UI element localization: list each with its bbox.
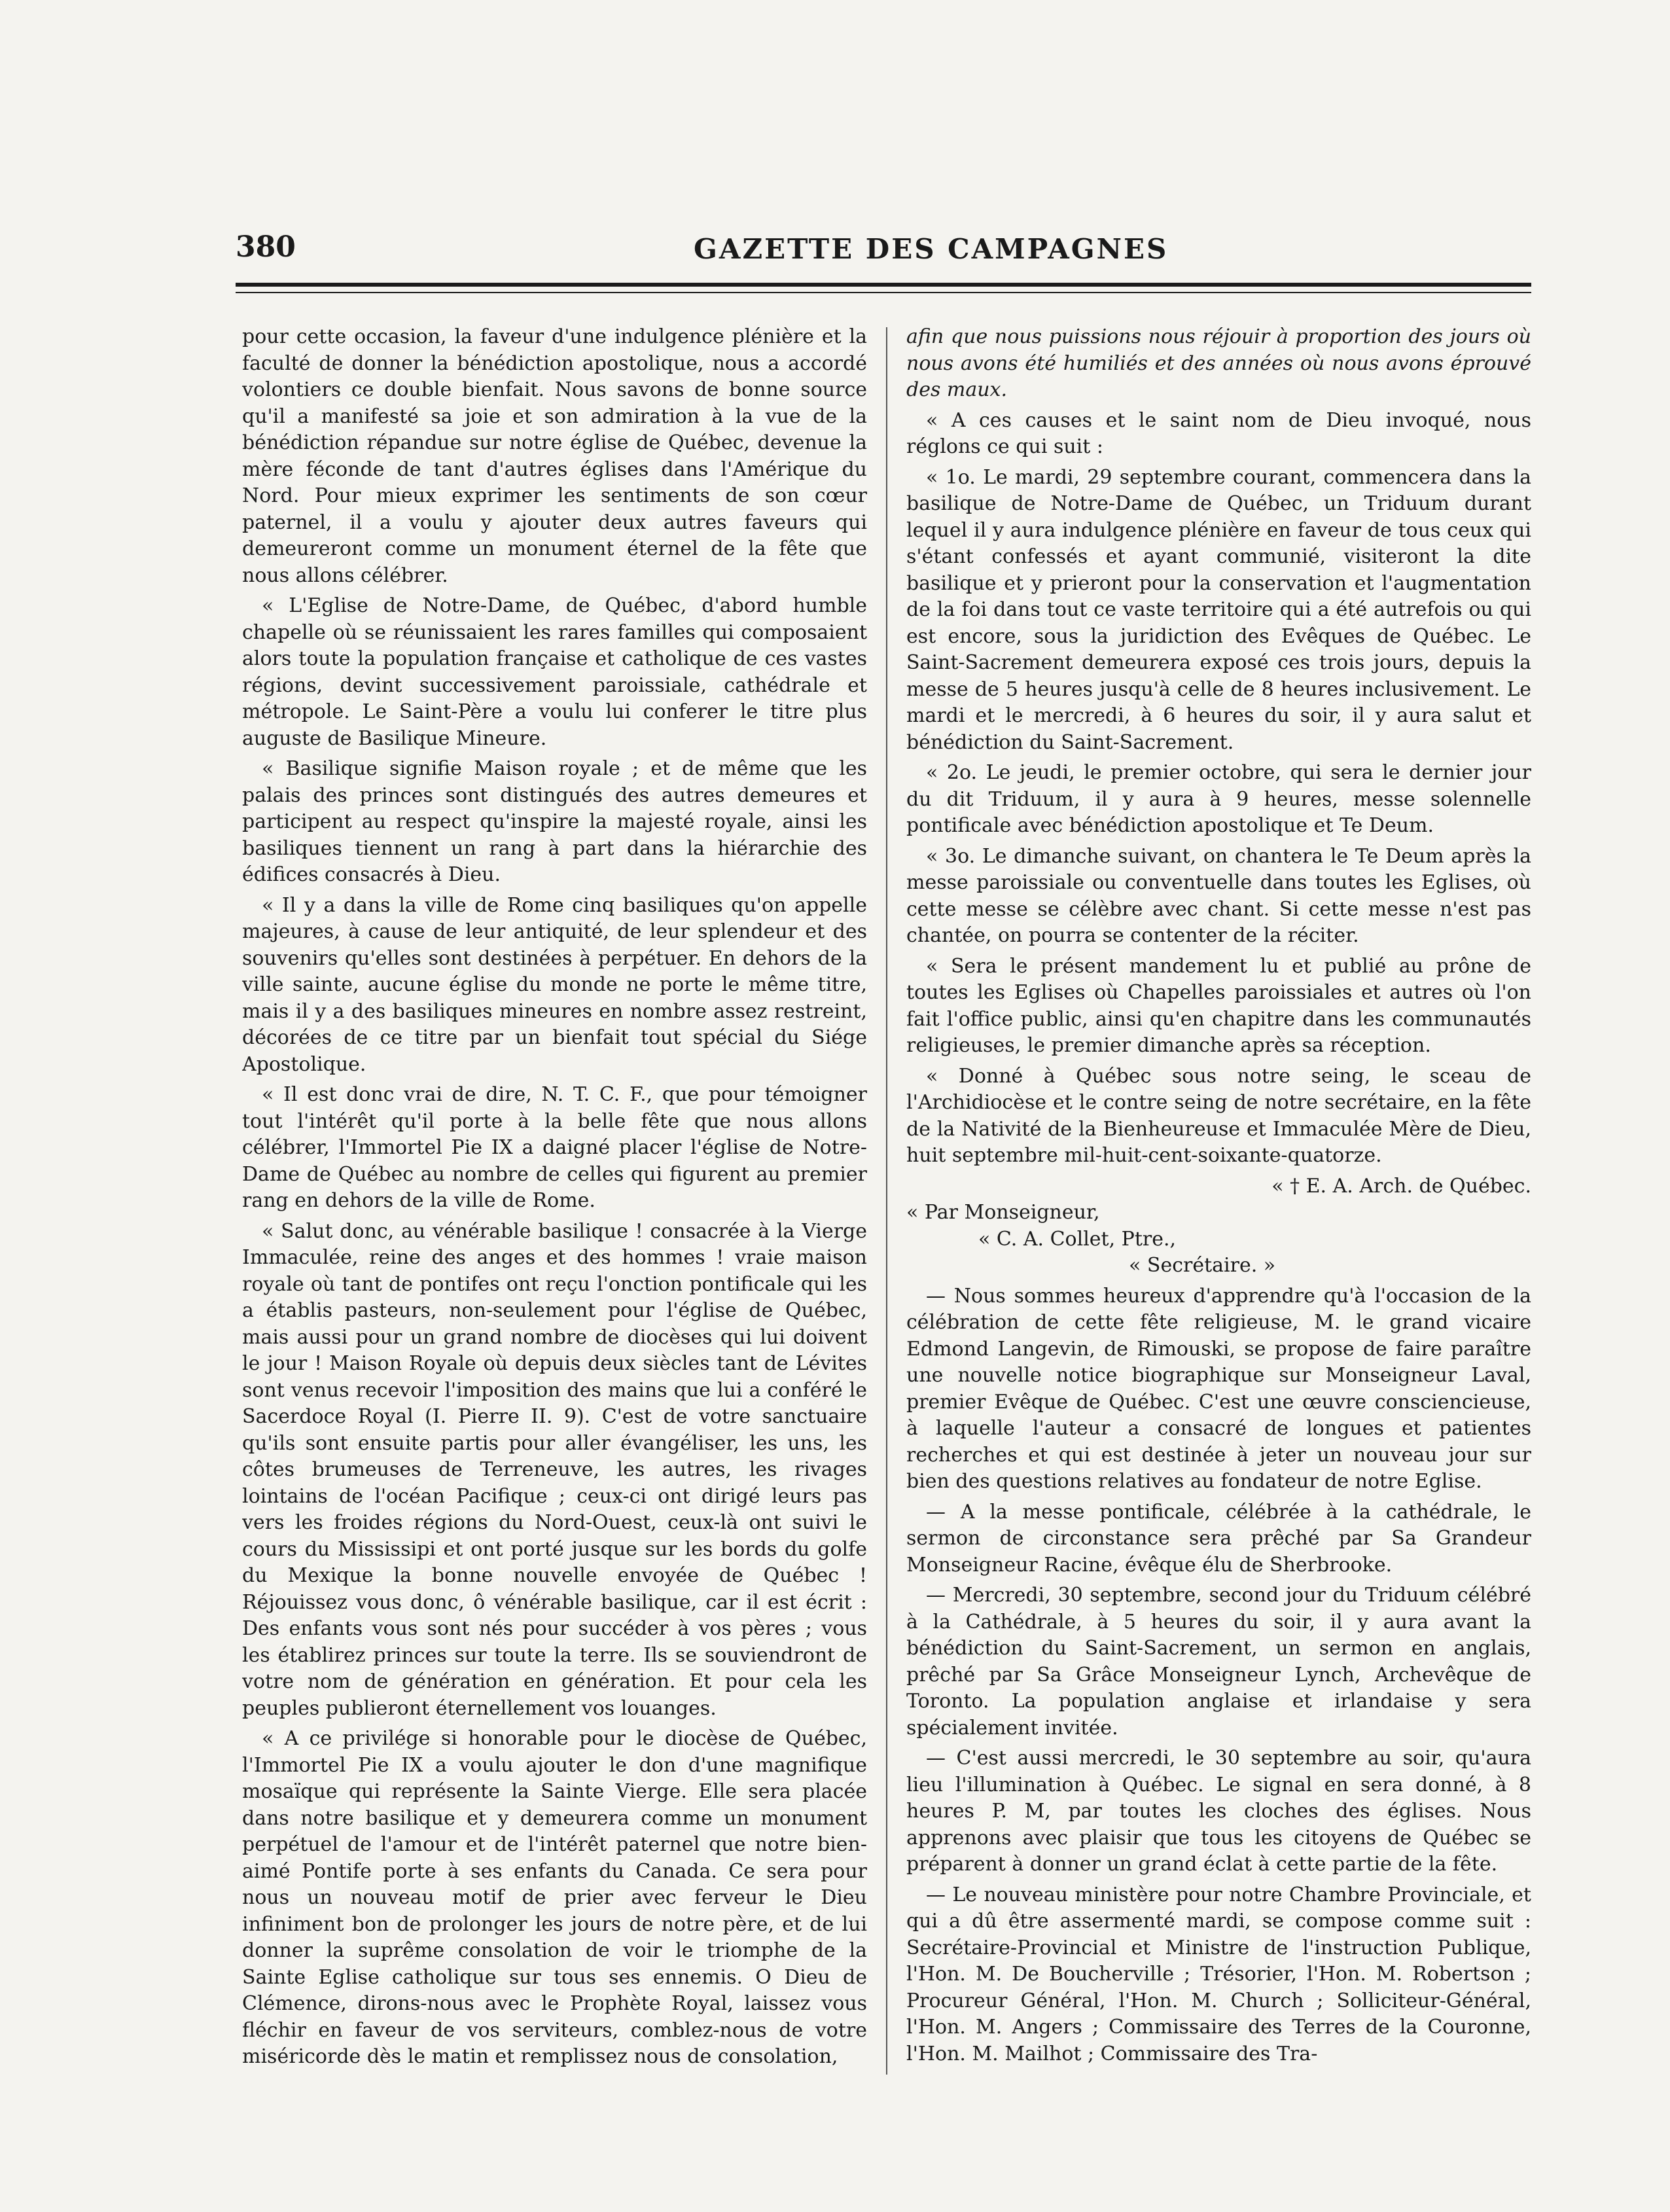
paragraph: afin que nous puissions nous réjouir à proportion des jours où nous avons été humiliés et des années où nous avons éprouvé des maux. xyxy=(906,325,1531,401)
paragraph: « A ces causes et le saint nom de Dieu invoqué, nous réglons ce qui suit : xyxy=(906,408,1531,458)
news-item: — Mercredi, 30 septembre, second jour du Triduum célébré à la Cathédrale, à 5 heures du soir, il y aura avant la bénédiction du Saint-Sacrement, un sermon en anglais, prêché par Sa Grâce Monseigneur Lynch, Archevêque de Toronto. La population anglaise et irlandaise y sera spécialement invitée. xyxy=(906,1584,1531,1739)
running-title: GAZETTE DES CAMPAGNES xyxy=(694,233,1169,265)
header-rule-thin xyxy=(236,292,1531,293)
paragraph: « L'Eglise de Notre-Dame, de Québec, d'abord humble chapelle où se réunissaient les rares familles qui composaient alors toute la population française et catholique de ces vastes régions, devint successivement paroissiale, cathédrale et métropole. Le Saint-Père a voulu lui conferer le titre plus auguste de Basilique Mineure. xyxy=(242,594,867,750)
paragraph: « Salut donc, au vénérable basilique ! consacrée à la Vierge Immaculée, reine des anges et des hommes ! vraie maison royale où tant de pontifes ont reçu l'onction pontificale qui les a établis pasteurs, non-seulement pour l'église de Québec, mais aussi pour un grand nombre de diocèses qui lui doivent le jour ! Maison Royale où depuis deux siècles tant de Lévites sont venus recevoir l'imposition des mains que lui a conféré le Sacerdoce Royal (I. Pierre II. 9). C'est de votre sanctuaire qu'ils sont ensuite partis pour aller évangéliser, les uns, les côtes brumeuses de Terreneuve, les autres, les rivages lointains de l'océan Pacifique ; ceux-ci ont dirigé leurs pas vers les froides régions du Nord-Ouest, ceux-là ont suivi le cours du Mississipi et ont porté jusque sur les bords du golfe du Mexique la bonne nouvelle envoyée de Québec ! Réjouissez vous donc, ô vénérable basilique, car il est écrit : Des enfants vous sont nés pour succéder à vos pères ; vous les établirez princes sur toute la terre. Ils se souviendront de votre nom de génération en génération. Et pour cela les peuples publieront éternellement vos louanges. xyxy=(242,1219,867,1720)
paragraph: « Il est donc vrai de dire, N. T. C. F., que pour témoigner tout l'intérêt qu'il porte à la belle fête que nous allons célébrer, l'Immortel Pie IX a daigné placer l'église de Notre-Dame de Québec au nombre de celles qui figurent au premier rang en dehors de la ville de Rome. xyxy=(242,1083,867,1212)
paragraph: « Sera le présent mandement lu et publié au prône de toutes les Eglises où Chapelles paroissiales et autres où l'on fait l'office public, ainsi qu'en chapitre dans les communautés religieuses, le premier dimanche après sa réception. xyxy=(906,954,1531,1057)
signature-par: « Par Monseigneur, xyxy=(906,1201,1100,1224)
paragraph: « 1o. Le mardi, 29 septembre courant, commencera dans la basilique de Notre-Dame de Québec, un Triduum durant lequel il y aura indulgence plénière en faveur de tous ceux qui s'étant confessés et ayant communié, visiteront la dite basilique et y prieront pour la conservation et l'augmentation de la foi dans tout ce vaste territoire qui a été autrefois ou qui est encore, sous la juridiction des Evêques de Québec. Le Saint-Sacrement demeurera exposé ces trois jours, depuis la messe de 5 heures jusqu'à celle de 8 heures inclusivement. Le mardi et le mercredi, à 6 heures du soir, il y aura salut et bénédiction du Saint-Sacrement. xyxy=(906,465,1531,754)
paragraph: « Donné à Québec sous notre seing, le sceau de l'Archidiocèse et le contre seing de notre secrétaire, en la fête de la Nativité de la Bienheureuse et Immaculée Mère de Dieu, huit septembre mil-huit-cent-soixante-quatorze. xyxy=(906,1064,1531,1167)
signature-secretary-title: « Secrétaire. » xyxy=(1129,1254,1276,1277)
paragraph: « Il y a dans la ville de Rome cinq basiliques qu'on appelle majeures, à cause de leur antiquité, de leur splendeur et des souvenirs qu'elles sont destinées à perpétuer. En dehors de la ville sainte, aucune église du monde ne porte le même titre, mais il y a des basiliques mineures en nombre assez restreint, décorées de ce titre par un bienfait tout spécial du Siége Apostolique. xyxy=(242,893,867,1076)
column-divider xyxy=(886,327,887,2075)
signature-secretary-name: « C. A. Collet, Ptre., xyxy=(978,1227,1177,1251)
news-item: — A la messe pontificale, célébrée à la cathédrale, le sermon de circonstance sera prêché par Sa Grandeur Monseigneur Racine, évêque élu de Sherbrooke. xyxy=(906,1500,1531,1577)
page-number: 380 xyxy=(236,230,296,264)
news-item: — C'est aussi mercredi, le 30 septembre au soir, qu'aura lieu l'illumination à Québec. Le signal en sera donné, à 8 heures P. M, par toutes les cloches des églises. Nous apprenons avec plaisir que tous les citoyens de Québec se préparent à donner un grand éclat à cette partie de la fête. xyxy=(906,1747,1531,1876)
left-column xyxy=(242,324,867,2078)
paragraph: « A ce privilége si honorable pour le diocèse de Québec, l'Immortel Pie IX a voulu ajouter le don d'une magnifique mosaïque qui représente la Sainte Vierge. Elle sera placée dans notre basilique et y demeurera comme un monument perpétuel de l'amour et de l'intérêt paternel que notre bien-aimé Pontife porte à ses enfants du Canada. Ce sera pour nous un nouveau motif de prier avec ferveur le Dieu infiniment bon de prolonger les jours de notre père, et de lui donner la suprême consolation de voir le triomphe de la Sainte Eglise catholique sur tous ses ennemis. O Dieu de Clémence, dirons-nous avec le Prophète Royal, laissez vous fléchir en faveur de vos serviteurs, comblez-nous de votre miséricorde dès le matin et remplissez nous de consolation, xyxy=(242,1727,867,2068)
header-rule-thick xyxy=(236,283,1531,287)
signature-archbishop: « † E. A. Arch. de Québec. xyxy=(1271,1174,1531,1198)
news-item: — Le nouveau ministère pour notre Chambre Provinciale, et qui a dû être assermenté mardi, se compose comme suit : Secrétaire-Provincial et Ministre de l'instruction Publique, l'Hon. M. De Boucherville ; Trésorier, l'Hon. M. Robertson ; Procureur Général, l'Hon. M. Church ; Solliciteur-Général, l'Hon. M. Angers ; Commissaire des Terres de la Couronne, l'Hon. M. Mailhot ; Commissaire des Tra- xyxy=(906,1883,1531,2065)
paragraph: « 3o. Le dimanche suivant, on chantera le Te Deum après la messe paroissiale ou conventuelle dans toutes les Eglises, où cette messe se célèbre avec chant. Si cette messe n'est pas chantée, on pourra se contenter de la réciter. xyxy=(906,844,1531,947)
right-column xyxy=(906,324,1531,2078)
paragraph: « Basilique signifie Maison royale ; et de même que les palais des princes sont distingués des autres demeures et participent au respect qu'inspire la majesté royale, ainsi les basiliques tiennent un rang à part dans la hiérarchie des édifices consacrés à Dieu. xyxy=(242,757,867,886)
paragraph: pour cette occasion, la faveur d'une indulgence plénière et la faculté de donner la bénédiction apostolique, nous a accordé volontiers ce double bienfait. Nous savons de bonne source qu'il a manifesté sa joie et son admiration à la vue de la bénédiction répandue sur notre église de Québec, devenue la mère féconde de tant d'autres églises dans l'Amérique du Nord. Pour mieux exprimer les sentiments de son cœur paternel, il a voulu y ajouter deux autres faveurs qui demeureront comme un monument éternel de la fête que nous allons célébrer. xyxy=(242,325,867,587)
paragraph: « 2o. Le jeudi, le premier octobre, qui sera le dernier jour du dit Triduum, il y aura à 9 heures, messe solennelle pontificale avec bénédiction apostolique et Te Deum. xyxy=(906,761,1531,837)
news-item: — Nous sommes heureux d'apprendre qu'à l'occasion de la célébration de cette fête religieuse, M. le grand vicaire Edmond Langevin, de Rimouski, se propose de faire paraître une nouvelle notice biographique sur Monseigneur Laval, premier Evêque de Québec. C'est une œuvre consciencieuse, à laquelle l'auteur a consacré de longues et patientes recherches et qui est destinée à jeter un nouveau jour sur bien des questions relatives au fondateur de notre Eglise. xyxy=(906,1284,1531,1493)
